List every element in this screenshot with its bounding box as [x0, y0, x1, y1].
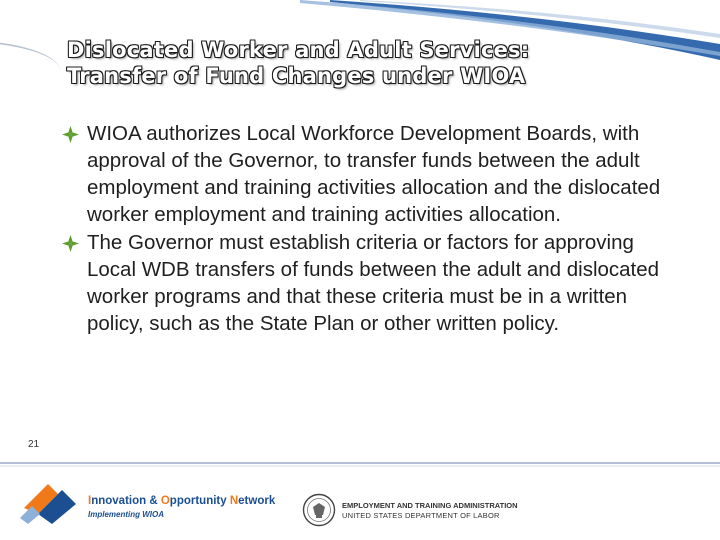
list-item: [62, 229, 682, 337]
title-line-2: Transfer of Fund Changes under WIOA: [67, 64, 526, 88]
title-line-1: Dislocated Worker and Adult Services:: [67, 38, 530, 62]
footer-divider: [0, 457, 720, 469]
ion-logo: [18, 474, 288, 530]
dol-line-2: UNITED STATES DEPARTMENT OF LABOR: [342, 511, 500, 520]
dol-seal-icon: [302, 493, 336, 527]
dol-line-1: EMPLOYMENT AND TRAINING ADMINISTRATION: [342, 501, 518, 510]
ion-logo-name: Innovation & Opportunity Network: [88, 495, 276, 507]
bullet-text: The Governor must establish criteria or factors for approving Local WDB transfers of funds between the adult and dislocated worker programs and that these criteria must be in a written policy, such as the State Plan or other written policy.: [87, 231, 660, 335]
page-title: [67, 37, 667, 89]
diamond-bullet-icon: [62, 235, 79, 252]
page-number: 21: [28, 439, 40, 450]
bullet-list: [62, 120, 682, 338]
ion-arrow-logo-icon: [18, 478, 80, 526]
bullet-text: WIOA authorizes Local Workforce Development Boards, with approval of the Governor, to transfer funds between the adult employment and training activities allocation and the dislocated worker employment and training activities allocation.: [87, 122, 661, 226]
diamond-bullet-icon: [62, 126, 79, 143]
dol-logo: [302, 493, 562, 529]
list-item: [62, 120, 682, 228]
ion-logo-tagline: Implementing WIOA: [88, 510, 164, 519]
